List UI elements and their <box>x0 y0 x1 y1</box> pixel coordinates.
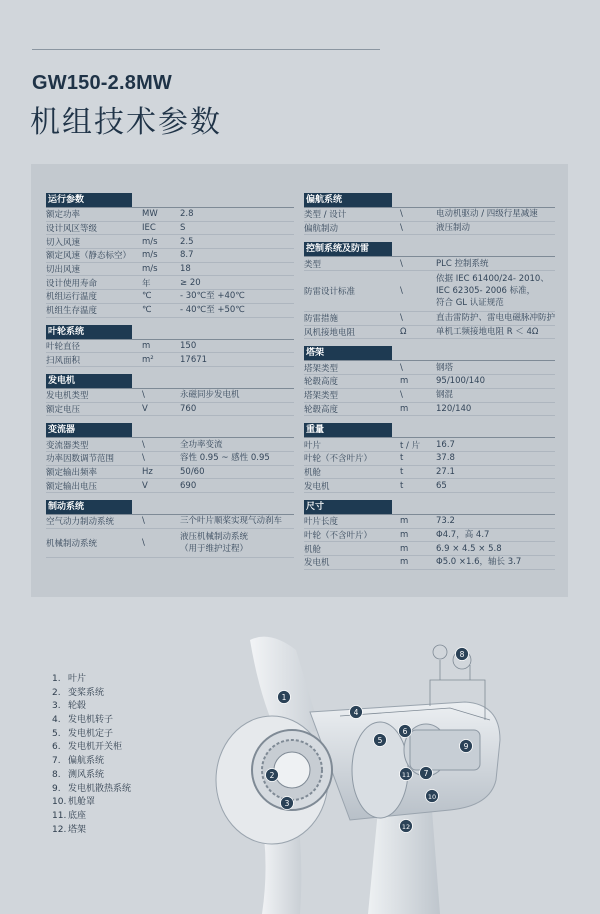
spec-value: 8.7 <box>180 250 194 261</box>
legend-label: 发电机散热系统 <box>68 783 132 794</box>
spec-name: 风机接地电阻 <box>304 328 356 339</box>
svg-text:1: 1 <box>281 692 287 702</box>
marker-9 <box>460 740 473 753</box>
spec-name: 叶片 <box>304 440 322 451</box>
svg-text:10: 10 <box>427 792 437 801</box>
spec-value: 容性 0.95 ~ 感性 0.95 <box>180 453 270 464</box>
spec-name: 额定输出电压 <box>46 481 98 492</box>
legend-number: 4. <box>52 715 61 726</box>
spec-name: 机械制动系统 <box>46 538 98 549</box>
legend-label: 底座 <box>68 810 87 821</box>
spec-unit: t <box>400 453 404 464</box>
section-title: 重量 <box>304 423 392 437</box>
spec-unit: m/s <box>142 236 158 247</box>
spec-column-left <box>46 193 294 558</box>
header-rule <box>32 49 380 50</box>
spec-row <box>46 452 294 466</box>
turbine-illustration <box>200 620 520 914</box>
legend-item <box>52 769 131 783</box>
spec-unit: \ <box>142 537 145 548</box>
spec-unit: V <box>142 403 148 414</box>
spec-row <box>46 222 294 236</box>
spec-name: 设计使用寿命 <box>46 278 98 289</box>
spec-row <box>304 389 555 403</box>
legend-label: 测风系统 <box>68 769 105 780</box>
spec-unit: m <box>142 340 151 351</box>
spec-value: 760 <box>180 403 197 414</box>
section-title: 变流器 <box>46 423 132 437</box>
spec-unit: m <box>400 376 409 387</box>
spec-unit: \ <box>400 362 403 373</box>
spec-row <box>304 438 555 452</box>
spec-value: 直击雷防护、雷电电磁脉冲防护 <box>436 313 556 324</box>
spec-value: S <box>180 223 186 234</box>
section-gap <box>46 367 294 374</box>
spec-unit: t <box>400 480 404 491</box>
marker-5 <box>374 734 387 747</box>
section-gap <box>304 493 555 500</box>
spec-row <box>304 222 555 236</box>
legend-label: 轮毂 <box>68 701 87 712</box>
legend-item <box>52 741 131 755</box>
section-title: 运行参数 <box>46 193 132 207</box>
spec-unit: m <box>400 529 409 540</box>
spec-row <box>46 515 294 529</box>
spec-unit: V <box>142 480 148 491</box>
spec-name: 扫风面积 <box>46 355 81 366</box>
spec-row <box>46 529 294 558</box>
spec-name: 切出风速 <box>46 265 81 276</box>
svg-text:3: 3 <box>284 798 290 808</box>
spec-unit: \ <box>400 258 403 269</box>
spec-unit: m <box>400 543 409 554</box>
component-legend <box>52 673 131 837</box>
spec-row <box>304 312 555 326</box>
spec-unit: IEC <box>142 223 156 234</box>
spec-value: 120/140 <box>436 403 472 414</box>
legend-label: 发电机开关柜 <box>68 742 123 753</box>
legend-item <box>52 783 131 797</box>
page-title: 机组技术参数 <box>30 105 222 140</box>
spec-unit: m <box>400 516 409 527</box>
legend-label: 偏航系统 <box>68 756 105 767</box>
spec-section <box>304 346 555 416</box>
legend-number: 7. <box>52 756 61 767</box>
spec-value: ≥ 20 <box>180 277 201 288</box>
spec-row <box>304 515 555 529</box>
section-title: 叶轮系统 <box>46 325 132 339</box>
spec-row <box>304 326 555 340</box>
svg-text:6: 6 <box>402 726 408 736</box>
marker-11 <box>400 768 413 781</box>
spec-name: 叶轮直径 <box>46 341 81 352</box>
spec-value: 钢混 <box>436 390 454 401</box>
spec-value: 2.8 <box>180 209 194 220</box>
spec-name: 防雷设计标准 <box>304 287 356 298</box>
marker-2 <box>266 769 279 782</box>
spec-value: Φ4.7，高 4.7 <box>436 529 490 540</box>
spec-value: - 30℃至 +40℃ <box>180 291 245 302</box>
spec-name: 叶片长度 <box>304 517 339 528</box>
spec-row <box>304 479 555 493</box>
spec-value: 95/100/140 <box>436 376 485 387</box>
spec-row <box>46 235 294 249</box>
spec-value: 50/60 <box>180 466 205 477</box>
spec-unit: \ <box>400 390 403 401</box>
spec-row <box>304 452 555 466</box>
spec-unit: ℃ <box>142 291 152 302</box>
spec-name: 轮毂高度 <box>304 377 339 388</box>
legend-label: 机舱罩 <box>68 797 96 808</box>
spec-value: 永磁同步发电机 <box>180 390 240 401</box>
svg-text:12: 12 <box>401 822 411 831</box>
spec-value: 690 <box>180 480 197 491</box>
spec-name: 塔架类型 <box>304 391 339 402</box>
spec-value: 电动机驱动 / 四级行星减速 <box>436 209 538 220</box>
legend-label: 叶片 <box>68 674 87 684</box>
spec-name: 发电机 <box>304 481 330 492</box>
spec-name: 额定输出频率 <box>46 467 98 478</box>
spec-section <box>46 193 294 318</box>
spec-unit: Ω <box>400 327 407 338</box>
spec-name: 设计风区等级 <box>46 224 98 235</box>
marker-1 <box>278 691 291 704</box>
spec-row <box>46 438 294 452</box>
spec-value: PLC 控制系统 <box>436 258 489 269</box>
legend-item <box>52 714 131 728</box>
legend-number: 2. <box>52 687 61 698</box>
legend-label: 变桨系统 <box>68 687 105 698</box>
legend-item <box>52 824 131 838</box>
spec-unit: \ <box>400 209 403 220</box>
spec-row <box>46 403 294 417</box>
spec-name: 塔架类型 <box>304 363 339 374</box>
legend-number: 12. <box>52 824 67 835</box>
marker-3 <box>281 797 294 810</box>
svg-text:8: 8 <box>459 649 465 659</box>
spec-value: 三个叶片顺桨实现气动刹车 <box>180 516 283 527</box>
spec-row <box>304 529 555 543</box>
spec-unit: Hz <box>142 466 153 477</box>
spec-unit: \ <box>400 223 403 234</box>
spec-value: 18 <box>180 264 191 275</box>
spec-name: 额定风速（静态标空） <box>46 251 132 262</box>
spec-name: 机舱 <box>304 467 322 478</box>
spec-row <box>304 208 555 222</box>
spec-unit: t / 片 <box>400 440 421 451</box>
spec-section <box>46 325 294 367</box>
spec-section <box>46 423 294 493</box>
spec-name: 机组生存温度 <box>46 306 98 317</box>
legend-item <box>52 700 131 714</box>
spec-name: 类型 / 设计 <box>304 210 347 221</box>
spec-section <box>304 193 555 235</box>
spec-value: 液压制动 <box>436 223 471 234</box>
marker-6 <box>399 725 412 738</box>
marker-8 <box>456 648 469 661</box>
spec-value: 2.5 <box>180 236 194 247</box>
legend-item <box>52 687 131 701</box>
spec-value: 单机工频接地电阻 R ＜ 4Ω <box>436 327 539 338</box>
spec-row <box>46 276 294 290</box>
marker-7 <box>420 767 433 780</box>
spec-row <box>304 375 555 389</box>
spec-value: 65 <box>436 480 447 491</box>
spec-name: 轮毂高度 <box>304 404 339 415</box>
section-gap <box>46 416 294 423</box>
spec-name: 切入风速 <box>46 237 81 248</box>
spec-row <box>46 353 294 367</box>
spec-unit: m² <box>142 354 154 365</box>
spec-row <box>304 466 555 480</box>
svg-text:11: 11 <box>401 770 411 779</box>
spec-name: 空气动力制动系统 <box>46 517 115 528</box>
spec-value: 37.8 <box>436 453 455 464</box>
spec-section <box>304 500 555 570</box>
spec-unit: m/s <box>142 250 158 261</box>
section-title: 控制系统及防雷 <box>304 242 392 256</box>
spec-name: 额定电压 <box>46 404 81 415</box>
legend-item <box>52 728 131 742</box>
section-title: 塔架 <box>304 346 392 360</box>
legend-number: 6. <box>52 742 61 753</box>
section-gap <box>46 318 294 325</box>
section-gap <box>46 493 294 500</box>
section-gap <box>304 416 555 423</box>
spec-section <box>46 500 294 558</box>
spec-unit: \ <box>142 453 145 464</box>
spec-row <box>46 290 294 304</box>
spec-name: 叶轮（不含叶片） <box>304 454 373 465</box>
spec-row <box>46 263 294 277</box>
spec-row <box>46 340 294 354</box>
legend-number: 3. <box>52 701 61 712</box>
spec-row <box>304 271 555 312</box>
legend-number: 1. <box>52 674 61 684</box>
spec-unit: m <box>400 403 409 414</box>
section-title: 制动系统 <box>46 500 132 514</box>
spec-value: 73.2 <box>436 516 455 527</box>
spec-value: 27.1 <box>436 466 455 477</box>
spec-section <box>304 423 555 493</box>
marker-10 <box>426 790 439 803</box>
spec-row <box>304 257 555 271</box>
spec-name: 变流器类型 <box>46 440 89 451</box>
marker-12 <box>400 820 413 833</box>
spec-section <box>304 242 555 339</box>
spec-unit: ℃ <box>142 305 152 316</box>
spec-value: 150 <box>180 340 197 351</box>
spec-name: 发电机类型 <box>46 391 89 402</box>
spec-name: 机舱 <box>304 544 322 555</box>
svg-text:5: 5 <box>377 735 383 745</box>
svg-text:9: 9 <box>463 741 469 751</box>
spec-unit: \ <box>142 390 145 401</box>
spec-name: 机组运行温度 <box>46 292 98 303</box>
spec-value: 全功率变流 <box>180 439 223 450</box>
spec-name: 偏航制动 <box>304 224 339 235</box>
legend-item <box>52 796 131 810</box>
spec-name: 额定功率 <box>46 210 81 221</box>
spec-unit: \ <box>142 439 145 450</box>
svg-text:2: 2 <box>269 770 275 780</box>
legend-item <box>52 673 131 687</box>
spec-unit: 年 <box>142 278 151 289</box>
spec-row <box>46 479 294 493</box>
legend-number: 10. <box>52 797 67 808</box>
spec-column-right <box>304 193 555 570</box>
svg-text:7: 7 <box>423 768 429 778</box>
legend-number: 5. <box>52 728 61 739</box>
spec-row <box>46 208 294 222</box>
spec-unit: \ <box>400 286 403 297</box>
legend-item <box>52 810 131 824</box>
spec-value: 钢塔 <box>436 362 454 373</box>
spec-value: 液压机械制动系统 （用于维护过程） <box>180 531 249 554</box>
spec-row <box>46 249 294 263</box>
spec-name: 发电机 <box>304 558 330 569</box>
spec-name: 类型 <box>304 259 322 270</box>
spec-value: 17671 <box>180 354 208 365</box>
spec-unit: \ <box>142 516 145 527</box>
section-title: 偏航系统 <box>304 193 392 207</box>
spec-name: 防雷措施 <box>304 314 339 325</box>
spec-value: Φ5.0 ×1.6，轴长 3.7 <box>436 557 522 568</box>
model-name: GW150-2.8MW <box>32 72 173 94</box>
spec-unit: \ <box>400 313 403 324</box>
legend-label: 塔架 <box>68 824 87 835</box>
marker-4 <box>350 706 363 719</box>
spec-row <box>304 403 555 417</box>
spec-value: 16.7 <box>436 439 455 450</box>
section-gap <box>304 235 555 242</box>
spec-unit: m <box>400 557 409 568</box>
spec-row <box>46 466 294 480</box>
spec-value: - 40℃至 +50℃ <box>180 305 245 316</box>
legend-label: 发电机转子 <box>68 715 114 726</box>
svg-text:4: 4 <box>353 707 359 717</box>
legend-item <box>52 755 131 769</box>
spec-section <box>46 374 294 416</box>
spec-value: 依据 IEC 61400/24- 2010、 IEC 62305- 2006 标准， 符合 GL 认证规范 <box>436 274 549 309</box>
spec-value: 6.9 × 4.5 × 5.8 <box>436 543 502 554</box>
spec-unit: MW <box>142 209 158 220</box>
spec-row <box>304 542 555 556</box>
spec-name: 功率因数调节范围 <box>46 454 115 465</box>
spec-unit: m/s <box>142 264 158 275</box>
spec-row <box>304 361 555 375</box>
section-title: 发电机 <box>46 374 132 388</box>
legend-number: 8. <box>52 769 61 780</box>
section-title: 尺寸 <box>304 500 392 514</box>
spec-name: 叶轮（不含叶片） <box>304 530 373 541</box>
spec-row <box>46 304 294 318</box>
section-gap <box>304 339 555 346</box>
legend-label: 发电机定子 <box>68 728 114 739</box>
spec-unit: t <box>400 466 404 477</box>
spec-row <box>304 556 555 570</box>
legend-number: 9. <box>52 783 61 794</box>
legend-number: 11. <box>52 810 67 821</box>
spec-row <box>46 389 294 403</box>
